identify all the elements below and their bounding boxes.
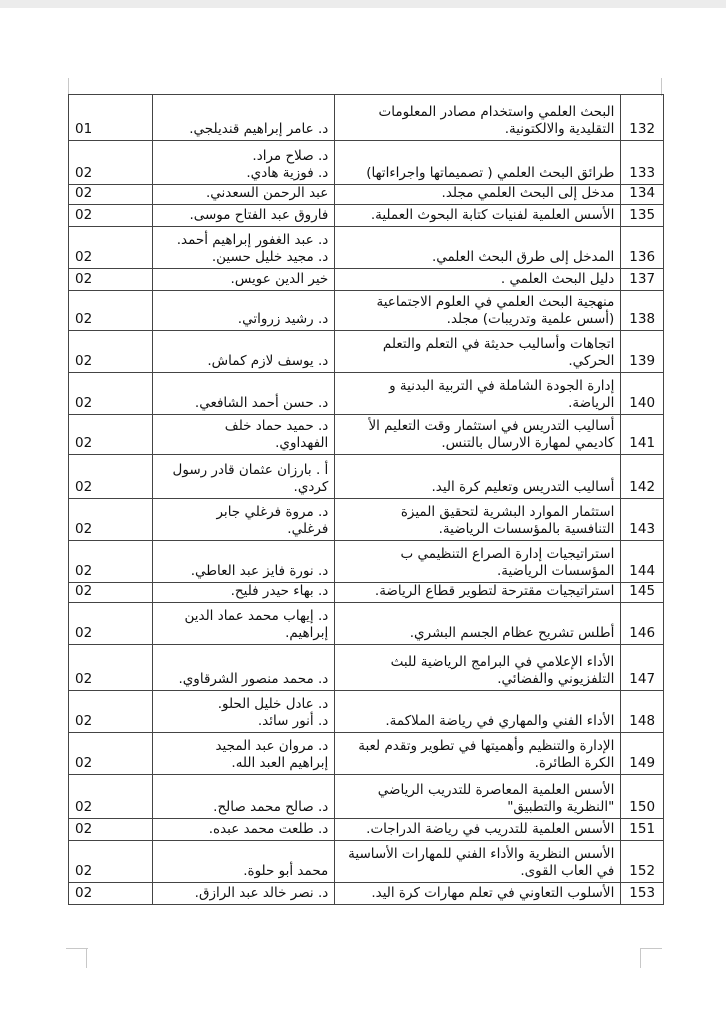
title-text: الأداء الفني والمهاري في رياضة الملاكمة. [385,713,615,729]
title-text: اتجاهات وأساليب حديثة في التعلم والتعلم الحركي. [382,336,615,369]
title-cell [335,499,621,541]
references-table-body [69,95,664,905]
table-row [69,645,664,691]
table-row [69,141,664,185]
title-text: أساليب التدريس وتعليم كرة اليد. [431,479,615,495]
number-cell [621,733,664,775]
author-text: د. بهاء حيدر فليح. [230,583,329,599]
author-text: فاروق عبد الفتاح موسى. [189,207,329,223]
copies-cell [69,645,153,691]
table-row [69,185,664,205]
table-row [69,841,664,883]
author-cell [153,185,335,205]
table-row [69,733,664,775]
number-text: 137 [629,271,656,287]
title-text: طرائق البحث العلمي ( تصميماتها واجراءاتها) [366,165,615,181]
number-cell [621,269,664,291]
number-cell [621,227,664,269]
title-text: الأداء الإعلامي في البرامج الرياضية للبث التلفزيوني والفضائي. [390,654,615,687]
number-cell [621,141,664,185]
copies-cell [69,269,153,291]
author-text: د. حميد حماد خلف الفهداوي. [224,418,329,451]
author-cell [153,331,335,373]
number-text: 152 [629,863,656,879]
number-cell [621,603,664,645]
author-cell [153,415,335,455]
title-text: إدارة الجودة الشاملة في التربية البدنية و الرياضة. [389,378,615,411]
author-text: د. عامر إبراهيم قنديلجي. [189,121,329,137]
title-cell [335,583,621,603]
copies-text: 02 [75,625,93,641]
title-text: استثمار الموارد البشرية لتحقيق الميزة التنافسية بالمؤسسات الرياضية. [400,504,615,537]
number-cell [621,185,664,205]
copies-cell [69,185,153,205]
title-cell [335,141,621,185]
author-text: محمد أبو حلوة. [243,863,329,879]
copies-text: 02 [75,207,93,223]
author-cell [153,883,335,905]
number-text: 147 [629,671,656,687]
title-cell [335,291,621,331]
copies-cell [69,691,153,733]
number-cell [621,205,664,227]
copies-cell [69,541,153,583]
author-text: د. إيهاب محمد عماد الدين إبراهيم. [184,608,329,641]
author-cell [153,95,335,141]
copies-text: 02 [75,671,93,687]
top-strip [0,0,726,8]
title-cell [335,819,621,841]
crop-mark-bottom-right-h [640,948,662,949]
copies-cell [69,205,153,227]
copies-text: 02 [75,271,93,287]
title-cell [335,373,621,415]
number-cell [621,883,664,905]
copies-cell [69,733,153,775]
table-row [69,691,664,733]
crop-mark-bottom-right-v [640,948,641,968]
copies-cell [69,819,153,841]
table-row [69,331,664,373]
author-cell [153,583,335,603]
title-cell [335,331,621,373]
number-text: 139 [629,353,656,369]
copies-text: 02 [75,395,93,411]
title-cell [335,185,621,205]
copies-cell [69,883,153,905]
author-cell [153,819,335,841]
number-text: 150 [629,799,656,815]
number-text: 142 [629,479,656,495]
number-text: 143 [629,521,656,537]
number-cell [621,775,664,819]
copies-text: 02 [75,885,93,901]
author-text: عبد الرحمن السعدني. [205,185,329,201]
author-cell [153,775,335,819]
author-cell [153,269,335,291]
number-text: 153 [629,885,656,901]
copies-cell [69,455,153,499]
author-cell [153,499,335,541]
copies-cell [69,141,153,185]
title-text: الأسس العلمية للتدريب في رياضة الدراجات. [366,821,615,837]
table-row [69,415,664,455]
title-text: مدخل إلى البحث العلمي مجلد. [441,185,615,201]
title-text: الأسس العلمية المعاصرة للتدريب الرياضي "النظرية والتطبيق" [377,782,615,815]
title-cell [335,645,621,691]
copies-cell [69,775,153,819]
copies-text: 02 [75,821,93,837]
author-text: د. عادل خليل الحلو. د. أنور سائد. [217,696,329,729]
author-text: د. عبد الغفور إبراهيم أحمد. د. مجيد خليل حسين. [176,232,329,265]
copies-cell [69,95,153,141]
title-text: الأسلوب التعاوني في تعلم مهارات كرة اليد. [371,885,615,901]
copies-cell [69,331,153,373]
copies-text: 02 [75,311,93,327]
table-row [69,603,664,645]
number-cell [621,645,664,691]
number-cell [621,499,664,541]
copies-text: 02 [75,583,93,599]
copies-text: 02 [75,249,93,265]
copies-text: 02 [75,185,93,201]
copies-text: 02 [75,563,93,579]
copies-text: 02 [75,165,93,181]
copies-cell [69,227,153,269]
number-text: 140 [629,395,656,411]
title-cell [335,603,621,645]
copies-cell [69,499,153,541]
copies-cell [69,603,153,645]
title-text: استراتيجيات إدارة الصراع التنظيمي ب المؤسسات الرياضية. [400,546,615,579]
table-row [69,541,664,583]
author-text: د. رشيد زرواتي. [237,311,329,327]
table-row [69,373,664,415]
author-text: د. مروة فرغلي جابر فرغلي. [216,504,329,537]
author-cell [153,141,335,185]
number-cell [621,415,664,455]
author-text: خير الدين عويس. [230,271,329,287]
title-cell [335,269,621,291]
title-text: أطلس تشريح عظام الجسم البشري. [409,625,615,641]
copies-cell [69,373,153,415]
title-text: منهجية البحث العلمي في العلوم الاجتماعية (أسس علمية وتدريبات) مجلد. [376,294,615,327]
copies-text: 01 [75,121,93,137]
table-row [69,583,664,603]
number-text: 135 [629,207,656,223]
number-cell [621,691,664,733]
number-text: 141 [629,435,656,451]
author-cell [153,733,335,775]
copies-text: 02 [75,863,93,879]
author-text: د. نورة فايز عبد العاطي. [190,563,329,579]
number-cell [621,331,664,373]
number-text: 136 [629,249,656,265]
copies-cell [69,415,153,455]
title-cell [335,733,621,775]
table-row [69,291,664,331]
number-text: 133 [629,165,656,181]
number-text: 144 [629,563,656,579]
number-text: 146 [629,625,656,641]
copies-text: 02 [75,713,93,729]
title-cell [335,691,621,733]
author-text: د. طلعت محمد عبده. [208,821,329,837]
number-cell [621,583,664,603]
author-text: د. صلاح مراد. د. فوزية هادي. [246,148,329,181]
title-text: أساليب التدريس في استثمار وقت التعليم الأ كاديمي لمهارة الارسال بالتنس. [368,418,615,451]
author-text: أ . بارزان عثمان قادر رسول كردي. [172,462,329,495]
author-cell [153,691,335,733]
number-text: 145 [629,583,656,599]
author-text: د. مروان عبد المجيد إبراهيم العبد الله. [215,738,329,771]
number-cell [621,541,664,583]
table-row [69,455,664,499]
title-cell [335,841,621,883]
author-cell [153,841,335,883]
number-cell [621,819,664,841]
title-cell [335,415,621,455]
number-text: 138 [629,311,656,327]
title-cell [335,775,621,819]
number-cell [621,373,664,415]
copies-text: 02 [75,755,93,771]
author-cell [153,205,335,227]
title-text: استراتيجيات مقترحة لتطوير قطاع الرياضة. [374,583,615,599]
number-text: 132 [629,121,656,137]
table-row [69,775,664,819]
copies-cell [69,291,153,331]
author-text: د. يوسف لازم كماش. [207,353,329,369]
table-row [69,819,664,841]
table-row [69,269,664,291]
title-cell [335,455,621,499]
title-cell [335,205,621,227]
crop-mark-bottom-left-h [66,948,88,949]
title-cell [335,95,621,141]
number-cell [621,455,664,499]
number-cell [621,95,664,141]
copies-cell [69,583,153,603]
copies-text: 02 [75,521,93,537]
author-text: د. حسن أحمد الشافعي. [194,395,329,411]
title-cell [335,541,621,583]
references-table [68,94,664,905]
author-cell [153,291,335,331]
author-cell [153,455,335,499]
title-text: الأسس العلمية لفنيات كتابة البحوث العملية. [370,207,615,223]
author-text: د. صالح محمد صالح. [213,799,329,815]
table-row [69,227,664,269]
author-cell [153,227,335,269]
title-text: الإدارة والتنظيم وأهميتها في تطوير وتقدم لعبة الكرة الطائرة. [358,738,615,771]
copies-text: 02 [75,799,93,815]
number-text: 134 [629,185,656,201]
title-cell [335,883,621,905]
author-cell [153,373,335,415]
number-text: 151 [629,821,656,837]
title-text: البحث العلمي واستخدام مصادر المعلومات التقليدية والالكتونية. [378,104,615,137]
author-cell [153,645,335,691]
table-row [69,95,664,141]
table-row [69,499,664,541]
author-cell [153,541,335,583]
title-cell [335,227,621,269]
copies-cell [69,841,153,883]
number-cell [621,291,664,331]
copies-text: 02 [75,479,93,495]
copies-text: 02 [75,353,93,369]
title-text: الأسس النظرية والأداء الفني للمهارات الأساسية في العاب القوى. [348,846,615,879]
author-cell [153,603,335,645]
table-row [69,883,664,905]
copies-text: 02 [75,435,93,451]
number-text: 148 [629,713,656,729]
title-text: المدخل إلى طرق البحث العلمي. [431,249,615,265]
number-cell [621,841,664,883]
table-row [69,205,664,227]
author-text: د. نصر خالد عبد الرازق. [194,885,329,901]
crop-mark-bottom-left-v [86,948,87,968]
author-text: د. محمد منصور الشرقاوي. [178,671,329,687]
number-text: 149 [629,755,656,771]
title-text: دليل البحث العلمي . [500,271,615,287]
